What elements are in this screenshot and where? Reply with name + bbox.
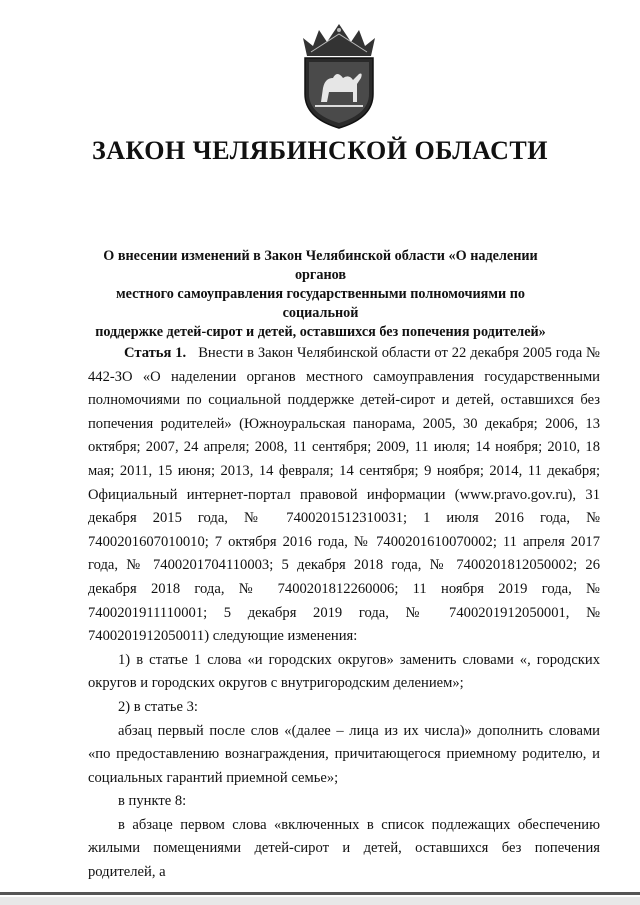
document-subtitle (78, 247, 563, 342)
document-body (88, 342, 600, 885)
paragraph: абзац первый после слов «(далее – лица из их числа)» дополнить словами «по предоставлению вознаграждения, причитающегося приемному родителю, и социальных гарантий приемной семье»; (88, 722, 600, 786)
article-label: Статья 1. (124, 345, 187, 361)
article-paragraph (88, 342, 600, 649)
paragraph: 1) в статье 1 слова «и городских округов» заменить словами «, городских округов и городских округов с внутригородским делением»; (88, 651, 600, 692)
subtitle-line: местного самоуправления государственными полномочиями по социальной (116, 286, 525, 321)
document-title: ЗАКОН ЧЕЛЯБИНСКОЙ ОБЛАСТИ (92, 136, 548, 165)
paragraph: 2) в статье 3: (118, 698, 198, 715)
subtitle-line: поддержке детей-сирот и детей, оставшихся без попечения родителей» (95, 324, 546, 340)
coat-of-arms-icon (293, 22, 385, 130)
scan-edge-shadow (0, 897, 640, 905)
scan-edge (0, 892, 640, 895)
article-text: Внести в Закон Челябинской области от 22 декабря 2005 года № 442-ЗО «О наделении органов местного самоуправления государственными полномочиями по социальной поддержке детей-сирот и детей, оставшихся без попечения родителей» (Южноуральская панорама, 2005, 30 декабря; 2006, 13 октября; 2007, 24 апреля; 2008, 11 сентября; 2009, 11 июля; 14 ноября; 2010, 18 мая; 2011, 15 июня; 2013, 14 февраля; 14 сентября; 9 ноября; 2014, 11 декабря; Официальный интернет-портал правовой информации (www.pravo.gov.ru), 31 декабря 2015 года, № 7400201512310031; 1 июля 2016 года, № 7400201607010010; 7 октября 2016 года, № 7400201610070002; 11 апреля 2017 года, № 7400201704110003; 5 декабря 2018 года, № 7400201812050002; 26 декабря 2018 года, № 7400201812260006; 11 ноября 2019 года, № 7400201911110001; 5 декабря 2019 года, № 7400201912050001, № 7400201912050011) следующие изменения: (88, 345, 600, 645)
paragraph: в абзаце первом слова «включенных в список подлежащих обеспечению жилыми помещениями детей-сирот и детей, оставшихся без попечения родителей, а (88, 816, 600, 881)
paragraph: в пункте 8: (118, 793, 187, 810)
subtitle-line: О внесении изменений в Закон Челябинской области «О наделении органов (103, 248, 538, 283)
